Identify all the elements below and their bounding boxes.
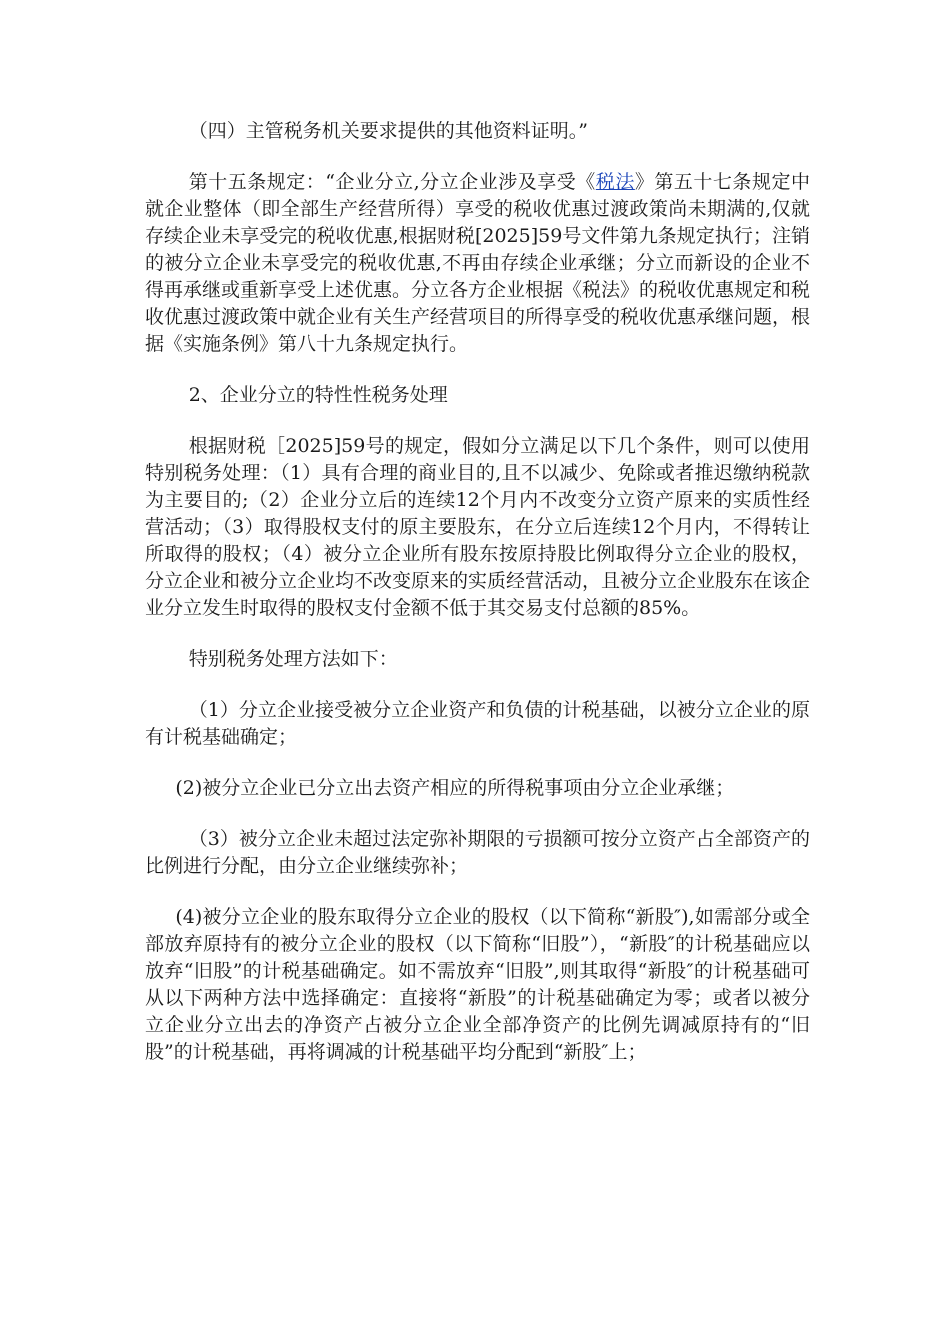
paragraph-method-3: （3）被分立企业未超过法定弥补期限的亏损额可按分立资产占全部资产的比例进行分配，由分立企业继续弥补； [145,828,810,877]
paragraph-method-2: (2)被分立企业已分立出去资产相应的所得税事项由分立企业承继； [175,777,735,799]
article-15-text-after: 》第五十七条规定中就企业整体（即全部生产经营所得）享受的税收优惠过渡政策尚未期满的,仅就存续企业未享受完的税收优惠,根据财税[2025]59号文件第九条规定执行；注销的被分立企业未享受完的税收优惠,不再由存续企业承继；分立而新设的企业不得再承继或重新享受上述优惠。分立各方企业根据《税法》的税收优惠规定和税收优惠过渡政策中就企业有关生产经营项目的所得享受的税收优惠承继问题，根据《实施条例》第八十九条规定执行。 [145,171,811,355]
paragraph-conditions: 根据财税［2025]59号的规定，假如分立满足以下几个条件，则可以使用特别税务处理：（1）具有合理的商业目的,且不以减少、免除或者推迟缴纳税款为主要目的;（2）企业分立后的连续12个月内不改变分立资产原来的实质性经营活动；（3）取得股权支付的原主要股东，在分立后连续12个月内，不得转让所取得的股权；（4）被分立企业所有股东按原持股比例取得分立企业的股权，分立企业和被分立企业均不改变原来的实质经营活动，且被分立企业股东在该企业分立发生时取得的股权支付金额不低于其交易支付总额的85%。 [145,435,811,619]
paragraph-method-1: （1）分立企业接受被分立企业资产和负债的计税基础，以被分立企业的原有计税基础确定； [145,699,810,748]
tax-law-link[interactable]: 税法 [595,171,635,193]
paragraph-other-documents: （四）主管税务机关要求提供的其他资料证明。” [188,120,588,142]
paragraph-method-4: (4)被分立企业的股东取得分立企业的股权（以下简称“新股″),如需部分或全部放弃原持有的被分立企业的股权（以下简称“旧股”），“新股″的计税基础应以放弃“旧股”的计税基础确定。如不需放弃“旧股”,则其取得“新股″的计税基础可从以下两种方法中选择确定：直接将“新股”的计税基础确定为零；或者以被分立企业分立出去的净资产占被分立企业全部净资产的比例先调减原持有的“旧股”的计税基础，再将调减的计税基础平均分配到“新股″上； [145,906,810,1063]
paragraph-methods-intro: 特别税务处理方法如下： [188,648,398,670]
article-15-text-before: 第十五条规定：“企业分立,分立企业涉及享受《 [188,171,596,193]
section-heading-special-tax-treatment: 2、企业分立的特性性税务处理 [188,384,448,406]
paragraph-article-15 [145,169,810,358]
document-body [145,118,810,1090]
